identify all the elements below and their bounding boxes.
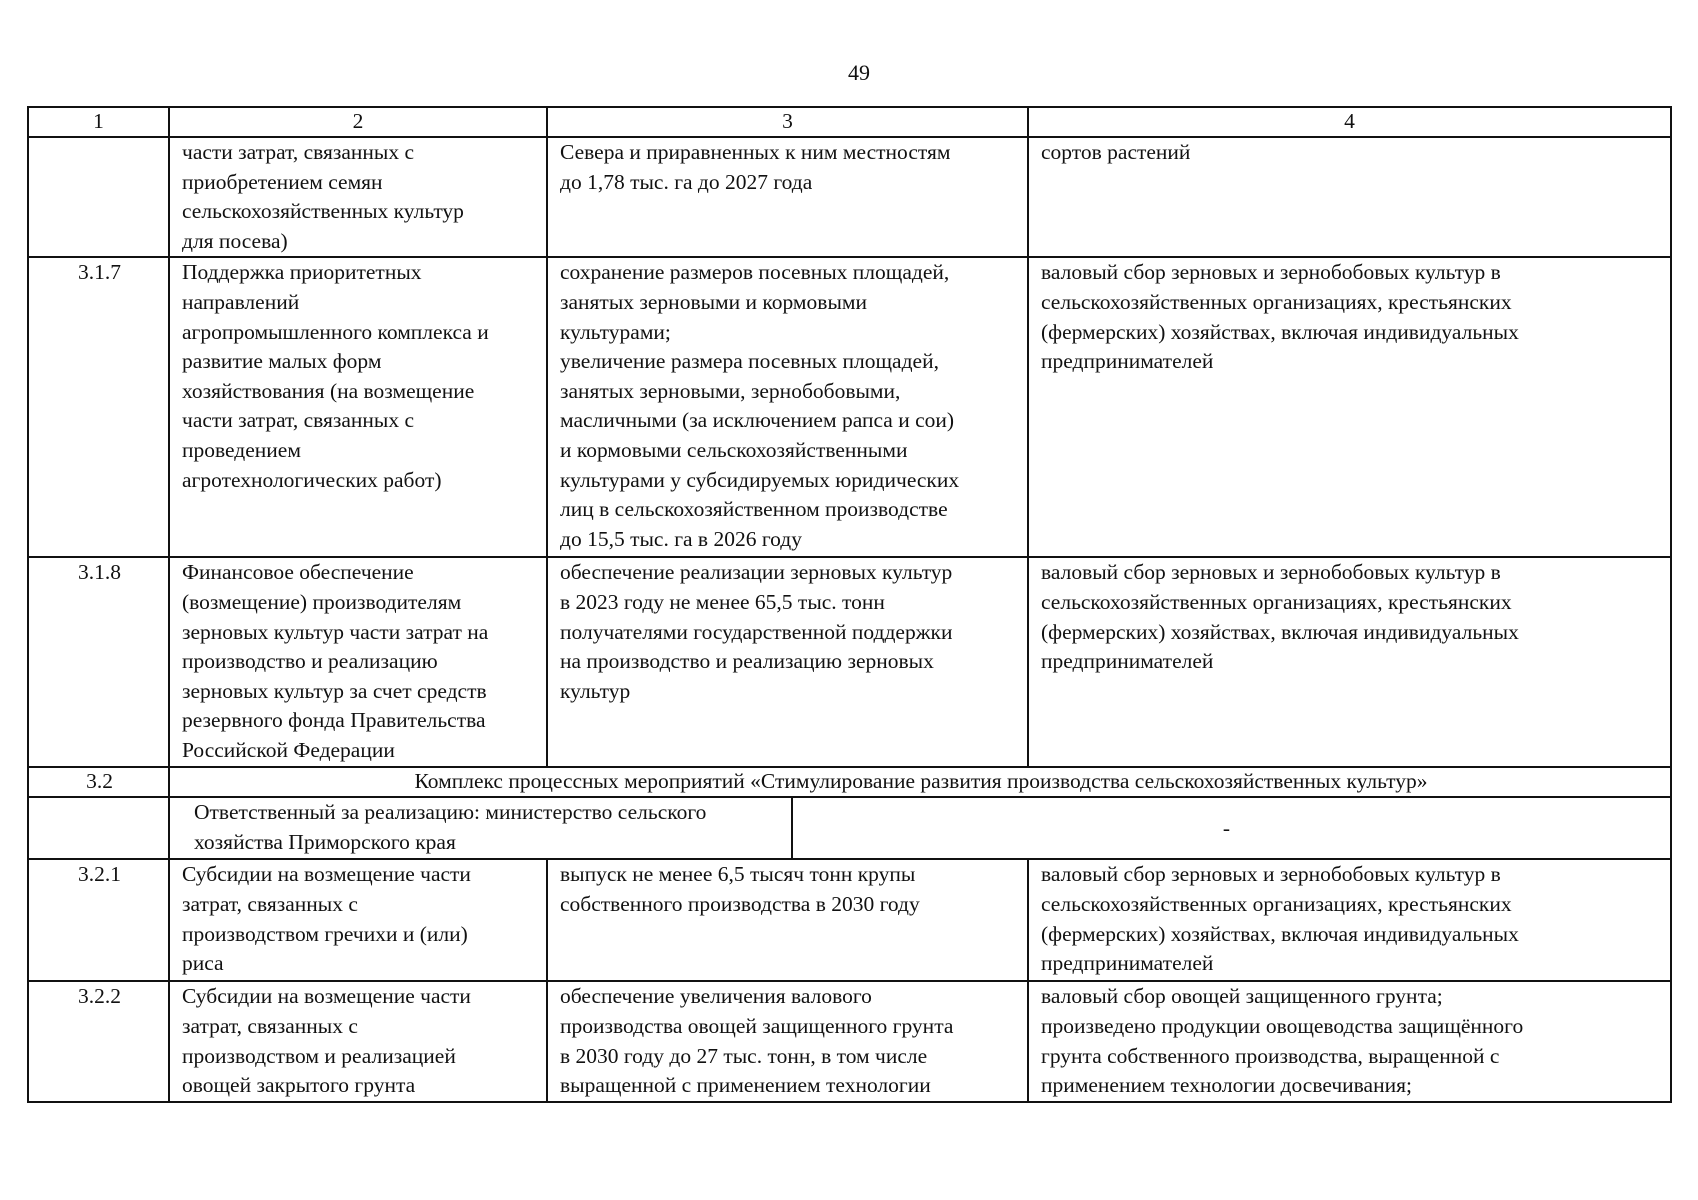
dash-text: - [1222,815,1231,840]
cell-line: Поддержка приоритетных [182,260,422,285]
cell-line: предпринимателей [1041,349,1214,374]
cell-line: и кормовыми сельскохозяйственными [560,437,908,462]
cell-line: производство и реализацию [182,649,438,674]
cell-line: хозяйствования (на возмещение [182,378,475,403]
cell-line: увеличение размера посевных площадей, [560,349,939,374]
empty-number-cell [28,797,169,859]
cell-line: валовый сбор зерновых и зернобобовых культур в [1041,560,1501,585]
table-row [28,257,1671,557]
cell-line: резервного фонда Правительства [182,708,486,733]
cell-line: агропромышленного комплекса и [182,319,489,344]
cell-line: сельскохозяйственных организациях, крестьянских [1041,289,1512,314]
cell-line: (фермерских) хозяйствах, включая индивидуальных [1041,319,1519,344]
cell-line: занятых зерновыми, зернобобовыми, [560,378,901,403]
cell-line: предпринимателей [1041,951,1214,976]
cell-line: сохранение размеров посевных площадей, [560,260,950,285]
result-cell [547,981,1028,1102]
row-number: 3.1.8 [28,557,169,767]
section-title: Комплекс процессных мероприятий «Стимулирование развития производства сельскохозяйственных культур» [169,767,1671,797]
cell-line: масличными (за исключением рапса и сои) [560,408,955,433]
table-row [28,981,1671,1102]
cell-line: сельскохозяйственных организациях, крестьянских [1041,589,1512,614]
cell-line: до 15,5 тыс. га в 2026 году [560,526,802,551]
cell-line: производством гречихи и (или) [182,921,468,946]
cell-line: обеспечение увеличения валового [560,984,872,1009]
row-number: 3.1.7 [28,257,169,557]
responsible-row [28,797,1671,859]
section-header-row [28,767,1671,797]
cell-line: на производство и реализацию зерновых [560,649,934,674]
column-header-4: 4 [1028,107,1671,137]
cell-line: части затрат, связанных с [182,140,415,164]
table-row [28,137,1671,257]
cell-line: хозяйства Приморского края [194,829,456,854]
cell-line: в 2023 году не менее 65,5 тыс. тонн [560,589,885,614]
row-number: 3.2.1 [28,859,169,981]
cell-line: Финансовое обеспечение [182,560,414,585]
cell-line: Российской Федерации [182,737,395,762]
cell-line: в 2030 году до 27 тыс. тонн, в том числе [560,1043,928,1068]
indicator-cell [1028,257,1671,557]
cell-line: грунта собственного производства, выращенной с [1041,1043,1500,1068]
page-number: 49 [848,60,870,85]
indicator-cell [1028,557,1671,767]
cell-line: валовый сбор зерновых и зернобобовых культур в [1041,260,1501,285]
table-row [28,557,1671,767]
cell-line: производства овощей защищенного грунта [560,1013,954,1038]
responsible-text [182,798,793,858]
cell-line: производством и реализацией [182,1043,456,1068]
result-cell [547,557,1028,767]
cell-line: культур [560,678,631,703]
cell-line: Субсидии на возмещение части [182,862,471,887]
cell-line: (фермерских) хозяйствах, включая индивидуальных [1041,921,1519,946]
cell-line: (фермерских) хозяйствах, включая индивидуальных [1041,619,1519,644]
cell-line: Севера и приравненных к ним местностям [560,140,951,164]
column-header-3: 3 [547,107,1028,137]
cell-line: собственного производства в 2030 году [560,891,920,916]
cell-line: затрат, связанных с [182,1013,358,1038]
cell-line: валовый сбор зерновых и зернобобовых культур в [1041,862,1501,887]
cell-line: (возмещение) производителям [182,589,462,614]
section-number: 3.2 [28,767,169,797]
cell-line: овощей закрытого грунта [182,1073,416,1098]
cell-line: применением технологии досвечивания; [1041,1073,1412,1098]
cell-line: обеспечение реализации зерновых культур [560,560,953,585]
cell-line: выпуск не менее 6,5 тысяч тонн крупы [560,862,916,887]
indicator-cell [1028,859,1671,981]
measure-cell [169,981,547,1102]
cell-line: приобретением семян [182,169,383,194]
cell-line: агротехнологических работ) [182,467,442,492]
indicator-cell [1028,981,1671,1102]
measure-cell [169,859,547,981]
measures-table [27,106,1672,1103]
cell-line: выращенной с применением технологии [560,1073,931,1098]
cell-line: сельскохозяйственных организациях, крестьянских [1041,891,1512,916]
cell-line: сельскохозяйственных культур [182,199,464,224]
measure-cell [169,137,547,257]
result-cell [547,257,1028,557]
cell-line: затрат, связанных с [182,891,358,916]
cell-line: развитие малых форм [182,349,382,374]
cell-line: проведением [182,437,301,462]
column-header-2: 2 [169,107,547,137]
cell-line: Субсидии на возмещение части [182,984,471,1009]
cell-line: части затрат, связанных с [182,408,415,433]
cell-line: риса [182,951,224,976]
cell-line: культурами; [560,319,671,344]
cell-line: получателями государственной поддержки [560,619,953,644]
cell-line: для посева) [182,228,288,253]
responsible-cell [169,797,1671,859]
cell-line: произведено продукции овощеводства защищённого [1041,1013,1524,1038]
cell-line: сортов растений [1041,140,1191,164]
cell-line: Ответственный за реализацию: министерство сельского [194,800,707,825]
row-number [28,137,169,257]
dash-cell [793,798,1660,858]
cell-line: до 1,78 тыс. га до 2027 года [560,169,813,194]
cell-line: лиц в сельскохозяйственном производстве [560,497,948,522]
cell-line: валовый сбор овощей защищенного грунта; [1041,984,1443,1009]
cell-line: направлений [182,289,300,314]
column-header-1: 1 [28,107,169,137]
cell-line: культурами у субсидируемых юридических [560,467,960,492]
cell-line: предпринимателей [1041,649,1214,674]
row-number: 3.2.2 [28,981,169,1102]
table-row [28,859,1671,981]
cell-line: зерновых культур за счет средств [182,678,487,703]
result-cell [547,137,1028,257]
cell-line: занятых зерновыми и кормовыми [560,289,867,314]
cell-line: зерновых культур части затрат на [182,619,489,644]
indicator-cell [1028,137,1671,257]
measure-cell [169,257,547,557]
table-header-row [28,107,1671,137]
result-cell [547,859,1028,981]
measure-cell [169,557,547,767]
